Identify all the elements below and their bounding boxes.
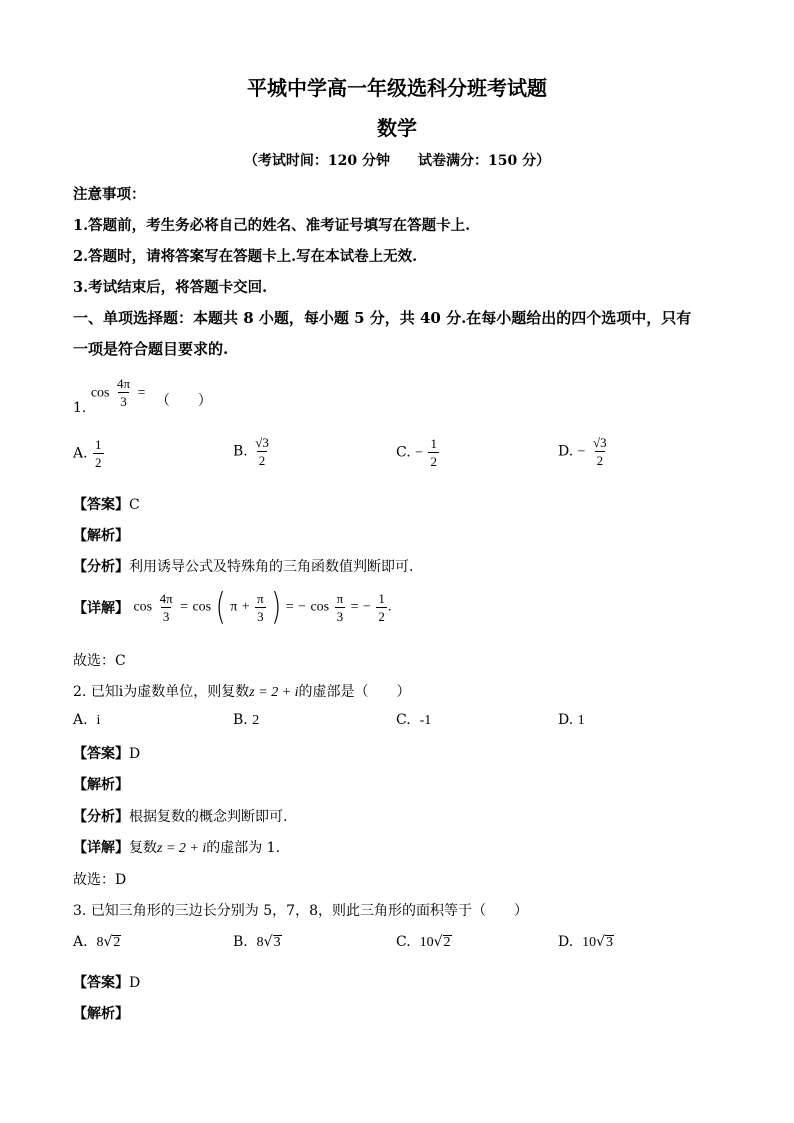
notice-item: 2.答题时，请将答案写在答题卡上.写在本试卷上无效. (73, 248, 418, 265)
notice-item: 3.考试结束后，将答题卡交回. (73, 279, 268, 296)
frac-den: 3 (162, 609, 170, 624)
answer-label: 【答案】 (73, 497, 129, 513)
option-letter: B. (233, 443, 248, 460)
option-letter: C. (396, 712, 411, 728)
exam-info: （考试时间：120 分钟 试卷满分：150 分） (243, 153, 551, 169)
option-letter: A. (73, 445, 88, 462)
option-b (233, 712, 259, 729)
notice-heading: 注意事项： (73, 186, 146, 203)
sqrt-icon: √ (103, 934, 113, 950)
option-letter: C. (396, 934, 411, 950)
frac-num: 4π (159, 591, 173, 606)
cos-text: cos (192, 599, 212, 615)
frac-num: 1 (378, 591, 385, 606)
question-1-stem (73, 374, 212, 416)
equals: = (350, 599, 359, 615)
answer-line-2 (73, 743, 140, 763)
detail-label: 【详解】 (73, 600, 129, 617)
question-text-end: 的虚部是（ ） (298, 684, 411, 700)
option-a (73, 438, 105, 469)
option-c (396, 712, 431, 729)
fenxi-text: 利用诱导公式及特殊角的三角函数值判断即可. (129, 559, 414, 575)
period: . (387, 599, 392, 615)
answer-value: D (129, 746, 141, 762)
option-value: -1 (419, 713, 432, 728)
cos-text: cos (90, 385, 110, 401)
equals: = (180, 599, 189, 615)
sqrt-icon: √ (596, 934, 606, 950)
fenxi-text: 根据复数的概念判断即可. (129, 809, 288, 825)
radicand: 3 (273, 935, 281, 950)
radicand: 2 (113, 935, 121, 950)
option-value: i (96, 713, 101, 728)
cos-text: cos (133, 599, 153, 615)
choice-label: 故选： (73, 872, 115, 888)
pi-symbol: π (230, 599, 238, 615)
coefficient: 8 (256, 935, 264, 950)
frac-num: π (336, 591, 344, 606)
coefficient: 10 (582, 935, 597, 950)
minus-sign: − (362, 599, 371, 615)
frac-den: 3 (257, 609, 264, 624)
detail-line-2 (73, 837, 280, 857)
frac-num: √3 (593, 435, 607, 450)
option-c (396, 934, 452, 951)
option-letter: A. (73, 934, 88, 950)
exam-title: 平城中学高一年级选科分班考试题 (247, 76, 547, 100)
question-text: 已知三角形的三边长分别为 5，7，8，则此三角形的面积等于（ ） (90, 903, 528, 919)
minus-sign: − (415, 445, 424, 461)
frac-den: 2 (596, 453, 604, 468)
question-number: 3. (73, 903, 87, 919)
option-d (558, 712, 585, 729)
choice-value: C (115, 653, 126, 669)
analysis-label: 【解析】 (73, 1006, 129, 1022)
minus-sign: − (577, 444, 586, 460)
frac-num: 1 (430, 436, 437, 451)
detail-text-end: 的虚部为 1. (206, 840, 281, 856)
analysis-label-2 (73, 774, 129, 794)
frac-num: π (257, 591, 264, 606)
right-paren: ) (271, 586, 282, 629)
choice-value: D (115, 872, 127, 888)
subject-title: 数学 (377, 116, 417, 140)
notice-item: 1.答题前，考生务必将自己的姓名、准考证号填写在答题卡上. (73, 217, 471, 234)
option-letter: D. (558, 934, 574, 950)
frac-den: 2 (95, 455, 102, 470)
analysis-label: 【解析】 (73, 528, 129, 544)
answer-value: C (129, 497, 140, 513)
section-heading: 一、单项选择题：本题共 8 小题，每小题 5 分，共 40 分.在每小题给出的四个选项中，只有 (73, 309, 692, 327)
choice-label: 故选： (73, 653, 115, 669)
coefficient: 8 (96, 935, 104, 950)
fenxi-line-1 (73, 556, 413, 576)
option-d (558, 436, 610, 467)
detail-label: 【详解】 (73, 840, 129, 856)
complex-expr: z = 2 + i (249, 685, 299, 700)
option-d (558, 934, 614, 951)
question-number: 2. (73, 684, 87, 700)
option-b (233, 436, 272, 467)
radicand: 2 (443, 935, 451, 950)
plus-sign: + (241, 599, 250, 615)
option-value: 2 (252, 713, 260, 728)
question-number: 1. (73, 400, 87, 416)
analysis-label: 【解析】 (73, 777, 129, 793)
option-letter: B. (233, 712, 248, 728)
detail-text: 复数 (129, 840, 157, 856)
option-letter: D. (558, 712, 574, 728)
frac-num: 4π (116, 376, 131, 391)
answer-value: D (129, 975, 141, 991)
radicand: 3 (606, 935, 614, 950)
question-text: 已知i为虚数单位，则复数 (90, 684, 250, 700)
answer-line-3 (73, 972, 140, 992)
left-paren: ( (215, 586, 226, 629)
question-bracket: （ ） (155, 392, 212, 409)
option-b (233, 934, 282, 951)
section-heading-cont: 一项是符合题目要求的. (73, 340, 229, 358)
analysis-label-1 (73, 525, 129, 545)
option-letter: C. (396, 444, 411, 461)
answer-label: 【答案】 (73, 746, 129, 762)
frac-den: 2 (258, 453, 266, 468)
fenxi-line-2 (73, 806, 287, 826)
option-letter: D. (558, 443, 574, 460)
coefficient: 10 (419, 935, 434, 950)
cos-text: cos (310, 599, 330, 615)
question-2-stem (73, 681, 411, 701)
detail-line-1 (73, 586, 392, 629)
option-c (396, 437, 440, 468)
option-value: 1 (577, 713, 585, 728)
option-a (73, 934, 121, 951)
choice-line-1 (73, 650, 126, 670)
sqrt-icon: √ (263, 934, 273, 950)
frac-den: 2 (378, 609, 385, 624)
minus-sign: − (298, 599, 306, 615)
question-3-stem (73, 900, 528, 920)
equals: = (285, 599, 294, 615)
option-letter: B. (233, 934, 248, 950)
choice-line-2 (73, 869, 126, 889)
option-a (73, 712, 100, 729)
equals: = (137, 385, 146, 401)
frac-den: 3 (336, 609, 344, 624)
frac-den: 2 (430, 454, 437, 469)
analysis-label-3 (73, 1003, 129, 1023)
fenxi-label: 【分析】 (73, 559, 129, 575)
frac-den: 3 (120, 394, 127, 409)
frac-num: √3 (255, 435, 269, 450)
answer-label: 【答案】 (73, 975, 129, 991)
answer-line-1 (73, 494, 140, 514)
fenxi-label: 【分析】 (73, 809, 129, 825)
sqrt-icon: √ (433, 934, 443, 950)
complex-expr: z = 2 + i (157, 841, 207, 856)
option-letter: A. (73, 712, 88, 728)
frac-num: 1 (95, 437, 102, 452)
